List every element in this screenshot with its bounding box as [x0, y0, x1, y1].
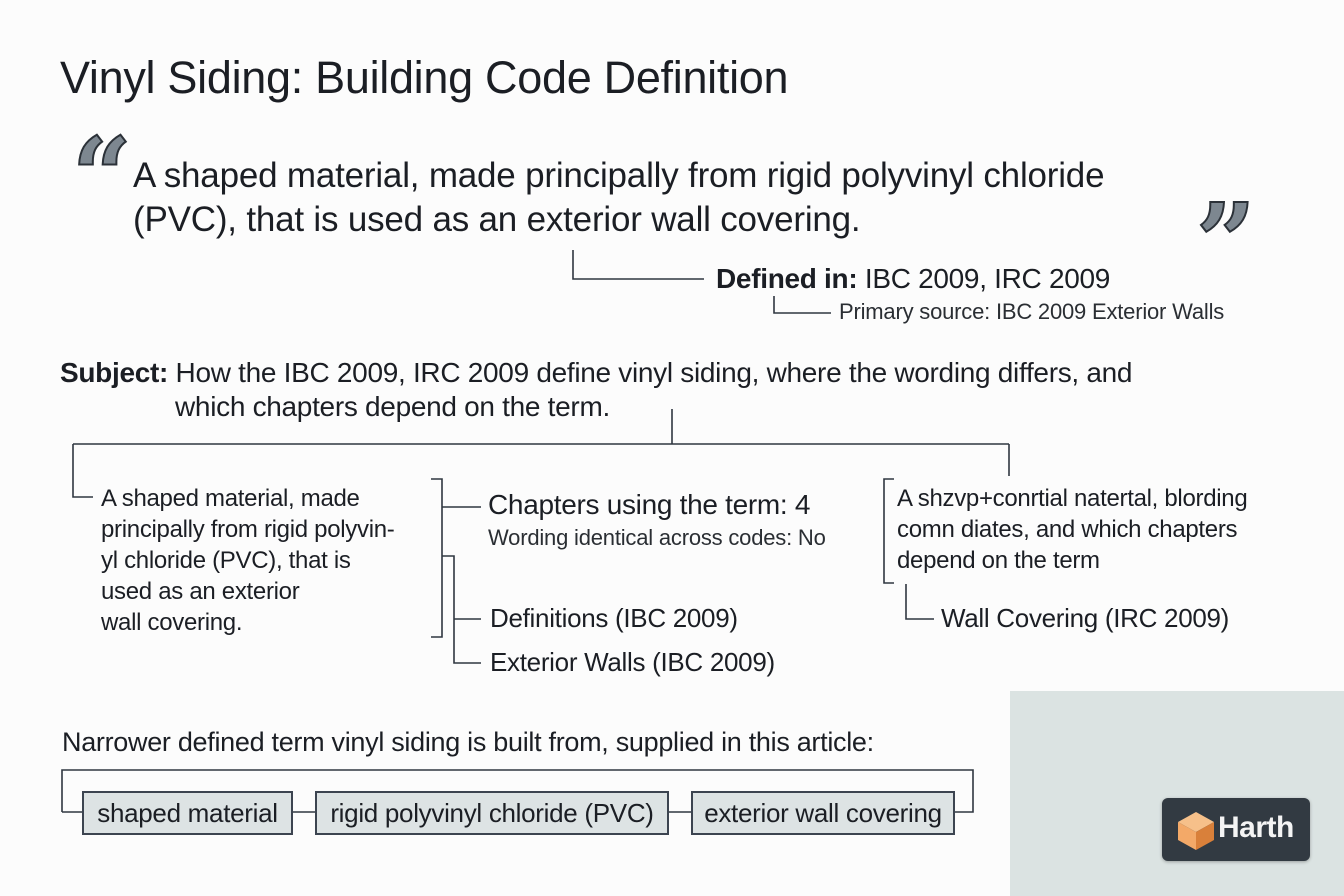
subject-label: Subject:: [60, 357, 169, 388]
right-definition-line: depend on the term: [897, 547, 1100, 574]
subject-line-1: How the IBC 2009, IRC 2009 define vinyl siding, where the wording differs, and: [175, 357, 1133, 388]
right-definition-line: A shzvp+conrtial natertal, blording: [897, 485, 1248, 512]
term-box-shaped-material: shaped material: [82, 791, 293, 835]
chapters-count: Chapters using the term: 4: [488, 489, 811, 520]
right-definition: [897, 483, 1267, 576]
open-quote-icon: “: [72, 114, 132, 237]
right-definition-line: comn diates, and which chapters: [897, 516, 1238, 543]
left-definition-line: A shaped material, made: [101, 485, 360, 512]
left-definition: [101, 483, 431, 638]
wording-identical: Wording identical across codes: No: [488, 525, 826, 550]
harth-logo: [1162, 798, 1310, 861]
left-definition-line: yl chloride (PVC), that is: [101, 547, 351, 574]
page-title: Vinyl Siding: Building Code Definition: [60, 52, 789, 103]
quote-line-2: (PVC), that is used as an exterior wall covering.: [133, 200, 861, 239]
defined-in-label: Defined in:: [716, 263, 858, 294]
chapter-item-definitions: Definitions (IBC 2009): [490, 603, 738, 633]
left-definition-line: used as an exterior: [101, 578, 300, 605]
quote-line-1: A shaped material, made principally from rigid polyvinyl chloride: [133, 156, 1105, 195]
left-definition-line: principally from rigid polyvin-: [101, 516, 395, 543]
chapter-item-exterior-walls: Exterior Walls (IBC 2009): [490, 647, 775, 677]
defined-in: [716, 263, 1110, 295]
narrower-heading: Narrower defined term vinyl siding is built from, supplied in this article:: [62, 727, 874, 757]
term-box-rigid-pvc: rigid polyvinyl chloride (PVC): [315, 791, 669, 835]
left-definition-line: wall covering.: [101, 609, 243, 636]
corner-panel: [1010, 691, 1344, 896]
term-box-exterior-wall-covering: exterior wall covering: [691, 791, 955, 835]
primary-source: Primary source: IBC 2009 Exterior Walls: [839, 299, 1225, 324]
close-quote-icon: ”: [1196, 180, 1256, 303]
defined-in-value: IBC 2009, IRC 2009: [864, 263, 1111, 294]
subject: [60, 354, 1132, 391]
house-cube-icon: [1172, 808, 1220, 852]
subject-line-2: which chapters depend on the term.: [175, 391, 610, 422]
chapter-item-wall-covering: Wall Covering (IRC 2009): [941, 603, 1230, 633]
definition-quote: [133, 154, 1104, 242]
logo-text: Harth: [1218, 811, 1294, 844]
